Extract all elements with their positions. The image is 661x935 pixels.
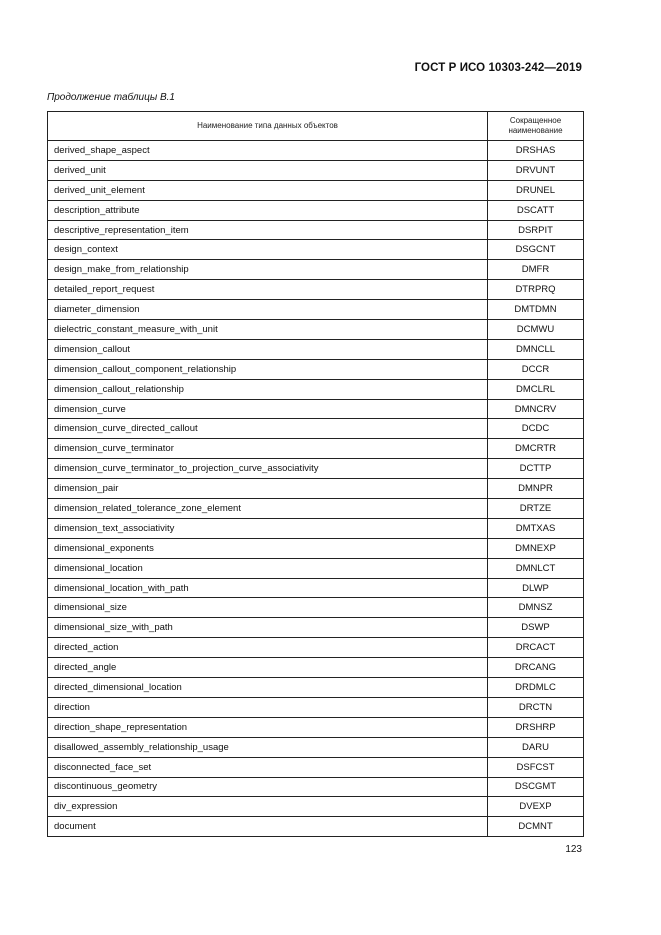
table-row [48,280,584,300]
abbreviation-cell: DCMNT [488,817,584,837]
entity-name-cell: div_expression [48,797,488,817]
table-row [48,459,584,479]
entity-name-cell: design_context [48,240,488,260]
table-row [48,518,584,538]
entity-name-cell: dimension_pair [48,479,488,499]
table-row [48,697,584,717]
abbreviation-cell: DRCANG [488,658,584,678]
document-id: ГОСТ Р ИСО 10303-242—2019 [414,62,582,74]
entity-name-cell: dimensional_exponents [48,538,488,558]
entity-name-cell: descriptive_representation_item [48,220,488,240]
table-row [48,200,584,220]
abbreviation-cell: DMNLCT [488,558,584,578]
abbreviation-cell: DSGCNT [488,240,584,260]
table-row [48,558,584,578]
abbreviation-cell: DRCACT [488,638,584,658]
entity-name-cell: document [48,817,488,837]
entity-name-cell: dimensional_location [48,558,488,578]
abbreviation-cell: DMTDMN [488,300,584,320]
table-row [48,638,584,658]
table-row [48,578,584,598]
table-row [48,717,584,737]
abbreviation-cell: DMTXAS [488,518,584,538]
entity-name-cell: derived_unit [48,160,488,180]
entity-abbreviation-table [47,111,584,837]
abbreviation-cell: DRCTN [488,697,584,717]
entity-name-cell: dimensional_size [48,598,488,618]
abbreviation-cell: DRSHAS [488,141,584,161]
abbreviation-cell: DSCATT [488,200,584,220]
entity-name-cell: discontinuous_geometry [48,777,488,797]
entity-name-cell: dimensional_size_with_path [48,618,488,638]
abbreviation-cell: DMNCLL [488,339,584,359]
table-caption: Продолжение таблицы В.1 [47,92,175,103]
abbreviation-cell: DTRPRQ [488,280,584,300]
page-number: 123 [565,844,582,855]
table-row [48,618,584,638]
abbreviation-cell: DMNPR [488,479,584,499]
column-header-abbreviation [488,112,584,141]
abbreviation-cell: DLWP [488,578,584,598]
table-row [48,817,584,837]
abbreviation-cell: DMNCRV [488,399,584,419]
abbreviation-cell: DMFR [488,260,584,280]
entity-name-cell: dimension_callout_relationship [48,379,488,399]
table-row [48,737,584,757]
entity-name-cell: disallowed_assembly_relationship_usage [48,737,488,757]
table-row [48,598,584,618]
column-header-abbreviation-label: Сокращенное наименование [508,116,563,135]
abbreviation-cell: DCMWU [488,320,584,340]
table-row [48,359,584,379]
entity-name-cell: dielectric_constant_measure_with_unit [48,320,488,340]
entity-name-cell: dimension_text_associativity [48,518,488,538]
entity-name-cell: dimension_callout_component_relationship [48,359,488,379]
abbreviation-cell: DCTTP [488,459,584,479]
abbreviation-cell: DVEXP [488,797,584,817]
abbreviation-cell: DCCR [488,359,584,379]
abbreviation-cell: DCDC [488,419,584,439]
entity-name-cell: disconnected_face_set [48,757,488,777]
table-row [48,797,584,817]
entity-name-cell: dimension_callout [48,339,488,359]
entity-name-cell: directed_action [48,638,488,658]
abbreviation-cell: DMCLRL [488,379,584,399]
abbreviation-cell: DRSHRP [488,717,584,737]
entity-name-cell: directed_dimensional_location [48,678,488,698]
table-row [48,220,584,240]
abbreviation-cell: DARU [488,737,584,757]
table-row [48,678,584,698]
table-row [48,320,584,340]
entity-name-cell: detailed_report_request [48,280,488,300]
abbreviation-cell: DMNEXP [488,538,584,558]
entity-name-cell: dimension_curve_terminator_to_projection_curve_associativity [48,459,488,479]
entity-name-cell: diameter_dimension [48,300,488,320]
entity-name-cell: description_attribute [48,200,488,220]
table-row [48,757,584,777]
abbreviation-cell: DSCGMT [488,777,584,797]
table-row [48,439,584,459]
abbreviation-cell: DRVUNT [488,160,584,180]
abbreviation-cell: DSWP [488,618,584,638]
entity-name-cell: directed_angle [48,658,488,678]
entity-name-cell: dimension_curve_terminator [48,439,488,459]
table-row [48,160,584,180]
table-row [48,538,584,558]
entity-name-cell: dimensional_location_with_path [48,578,488,598]
abbreviation-cell: DRTZE [488,499,584,519]
table-row [48,658,584,678]
table-row [48,499,584,519]
entity-name-cell: direction [48,697,488,717]
entity-name-cell: dimension_curve_directed_callout [48,419,488,439]
table-row [48,419,584,439]
table-row [48,141,584,161]
table-row [48,260,584,280]
entity-name-cell: direction_shape_representation [48,717,488,737]
abbreviation-cell: DSRPIT [488,220,584,240]
entity-name-cell: derived_shape_aspect [48,141,488,161]
table-header-row [48,112,584,141]
entity-name-cell: dimension_related_tolerance_zone_element [48,499,488,519]
abbreviation-cell: DMNSZ [488,598,584,618]
entity-name-cell: dimension_curve [48,399,488,419]
table-row [48,180,584,200]
table-row [48,379,584,399]
abbreviation-cell: DRUNEL [488,180,584,200]
table-row [48,240,584,260]
column-header-name: Наименование типа данных объектов [48,112,488,141]
abbreviation-cell: DSFCST [488,757,584,777]
entity-name-cell: design_make_from_relationship [48,260,488,280]
table-body [48,141,584,837]
table-row [48,399,584,419]
table-row [48,300,584,320]
table-row [48,339,584,359]
abbreviation-cell: DRDMLC [488,678,584,698]
table-row [48,479,584,499]
entity-name-cell: derived_unit_element [48,180,488,200]
abbreviation-cell: DMCRTR [488,439,584,459]
table-row [48,777,584,797]
